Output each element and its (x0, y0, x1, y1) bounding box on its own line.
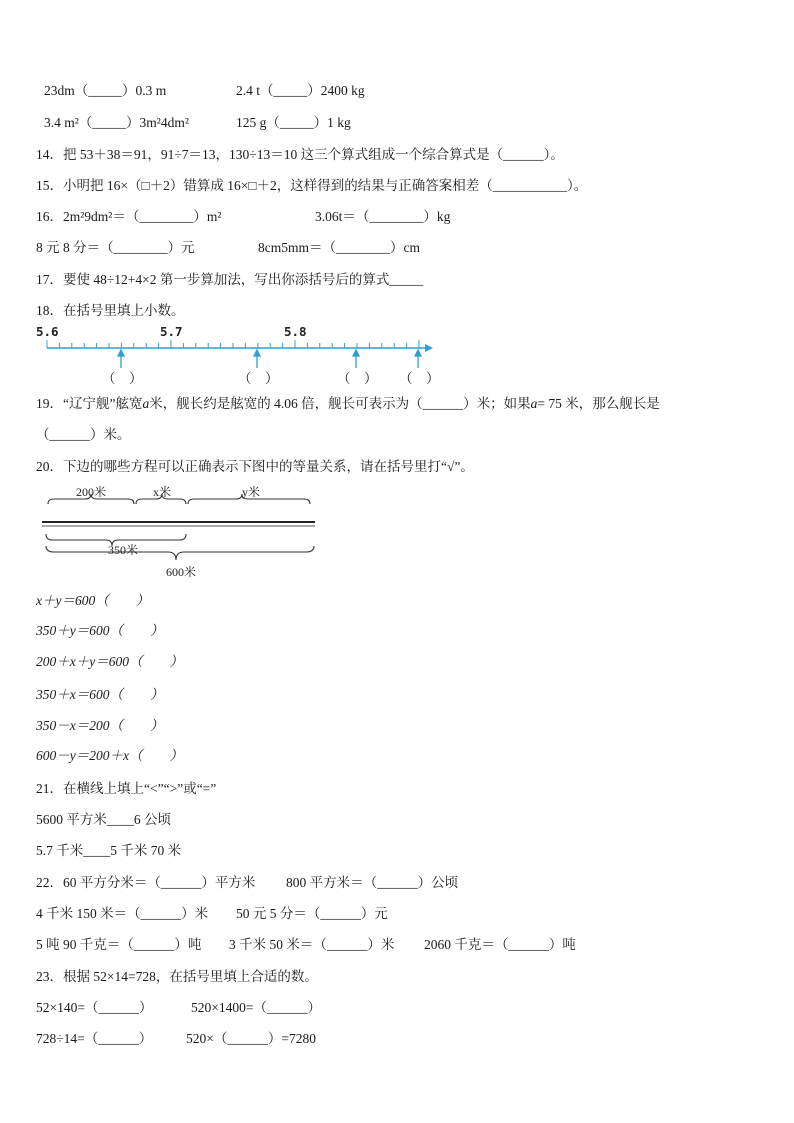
q13-item-b: 2.4 t（_____）2400 kg (236, 83, 365, 98)
tick-label-5-7: 5.7 (160, 324, 183, 339)
q16-item-c: 8 元 8 分＝（________）元 (36, 240, 195, 255)
q13-item-c: 3.4 m²（_____）3m²4dm² (44, 115, 189, 130)
question-23: 23．根据 52×14=728，在括号里填上合适的数。 (36, 969, 318, 984)
question-14: 14．把 53＋38＝91，91÷7＝13，130÷13＝10 这三个算式组成一个综合算式是（______）。 (36, 147, 564, 162)
equation-option-1: x＋y＝600（ ） (36, 593, 150, 608)
q16-item-a: 16．2m²9dm²＝（________）m² (36, 209, 222, 224)
q19-variable-a-2: a (530, 396, 538, 411)
question-18: 18．在括号里填上小数。 (36, 303, 185, 318)
pointer-arrowhead-3 (353, 350, 359, 356)
equation-option-3: 200＋x＋y＝600（ ） (36, 654, 183, 669)
q22-item-f: 3 千米 50 米＝（______）米 (229, 937, 395, 952)
pointer-arrowhead-2 (254, 350, 260, 356)
question-17: 17．要使 48÷12+4×2 第一步算加法，写出你添括号后的算式_____ (36, 272, 424, 287)
segment-diagram (40, 484, 330, 584)
q23-item-b: 520×1400=（______） (191, 1000, 321, 1015)
q13-item-a: 23dm（_____）0.3 m (44, 83, 167, 98)
q23-item-c: 728÷14=（______） (36, 1031, 153, 1046)
question-19-line-1 (36, 395, 660, 413)
tick-label-5-6: 5.6 (36, 324, 59, 339)
label-200: 200米 (76, 485, 107, 499)
number-line-blank-2: （ ） (238, 371, 279, 386)
equation-option-6: 600－y＝200＋x（ ） (36, 748, 183, 763)
equation-option-2: 350＋y＝600（ ） (36, 623, 164, 638)
question-21: 21．在横线上填上“<”“>”或“=” (36, 781, 217, 796)
equation-option-4: 350＋x＝600（ ） (36, 687, 164, 702)
q16-item-b: 3.06t＝（________）kg (315, 209, 451, 224)
number-line-blank-3: （ ） (337, 371, 378, 386)
q22-item-e: 5 吨 90 千克＝（______）吨 (36, 937, 202, 952)
q13-item-d: 125 g（_____）1 kg (236, 115, 351, 130)
label-x: x米 (153, 485, 172, 499)
q19-text-b: 米，舰长约是舷宽的 4.06 倍，舰长可表示为（______）米；如果 (149, 396, 531, 411)
q23-item-d: 520×（______）=7280 (186, 1031, 316, 1046)
q21-item-b: 5.7 千米____5 千米 70 米 (36, 843, 182, 858)
tick-label-5-8: 5.8 (284, 324, 307, 339)
q16-item-d: 8cm5mm＝（________）cm (258, 240, 420, 255)
q19-variable-a: a (142, 396, 150, 411)
question-19-line-2: （______）米。 (36, 427, 131, 442)
number-line-arrows (118, 350, 421, 368)
q22-item-a: 22．60 平方分米＝（______）平方米 (36, 875, 256, 890)
equation-option-5: 350－x＝200（ ） (36, 718, 164, 733)
q22-item-b: 800 平方米＝（______）公顷 (286, 875, 459, 890)
q22-item-c: 4 千米 150 米＝（______）米 (36, 906, 209, 921)
brace-600 (46, 546, 314, 560)
q19-text-c: = 75 米，那么舰长是 (537, 396, 660, 411)
number-line-ticks (47, 340, 419, 348)
q22-item-d: 50 元 5 分＝（______）元 (236, 906, 388, 921)
q23-item-a: 52×140=（______） (36, 1000, 153, 1015)
pointer-arrowhead-1 (118, 350, 124, 356)
q22-item-g: 2060 千克＝（______）吨 (424, 937, 576, 952)
question-20: 20．下边的哪些方程可以正确表示下图中的等量关系，请在括号里打“√”。 (36, 459, 474, 474)
question-15: 15．小明把 16×（□＋2）错算成 16×□＋2，这样得到的结果与正确答案相差（___________）。 (36, 178, 588, 193)
label-600: 600米 (166, 565, 197, 579)
number-line-blank-4: （ ） (399, 371, 440, 386)
q21-item-a: 5600 平方米____6 公顷 (36, 812, 171, 827)
pointer-arrowhead-4 (415, 350, 421, 356)
label-350: 350米 (108, 543, 139, 557)
label-y: y米 (242, 485, 261, 499)
number-line-arrowhead (425, 344, 433, 352)
q19-text-a: 19．“辽宁舰”舷宽 (36, 396, 143, 411)
number-line-blank-1: （ ） (102, 371, 143, 386)
